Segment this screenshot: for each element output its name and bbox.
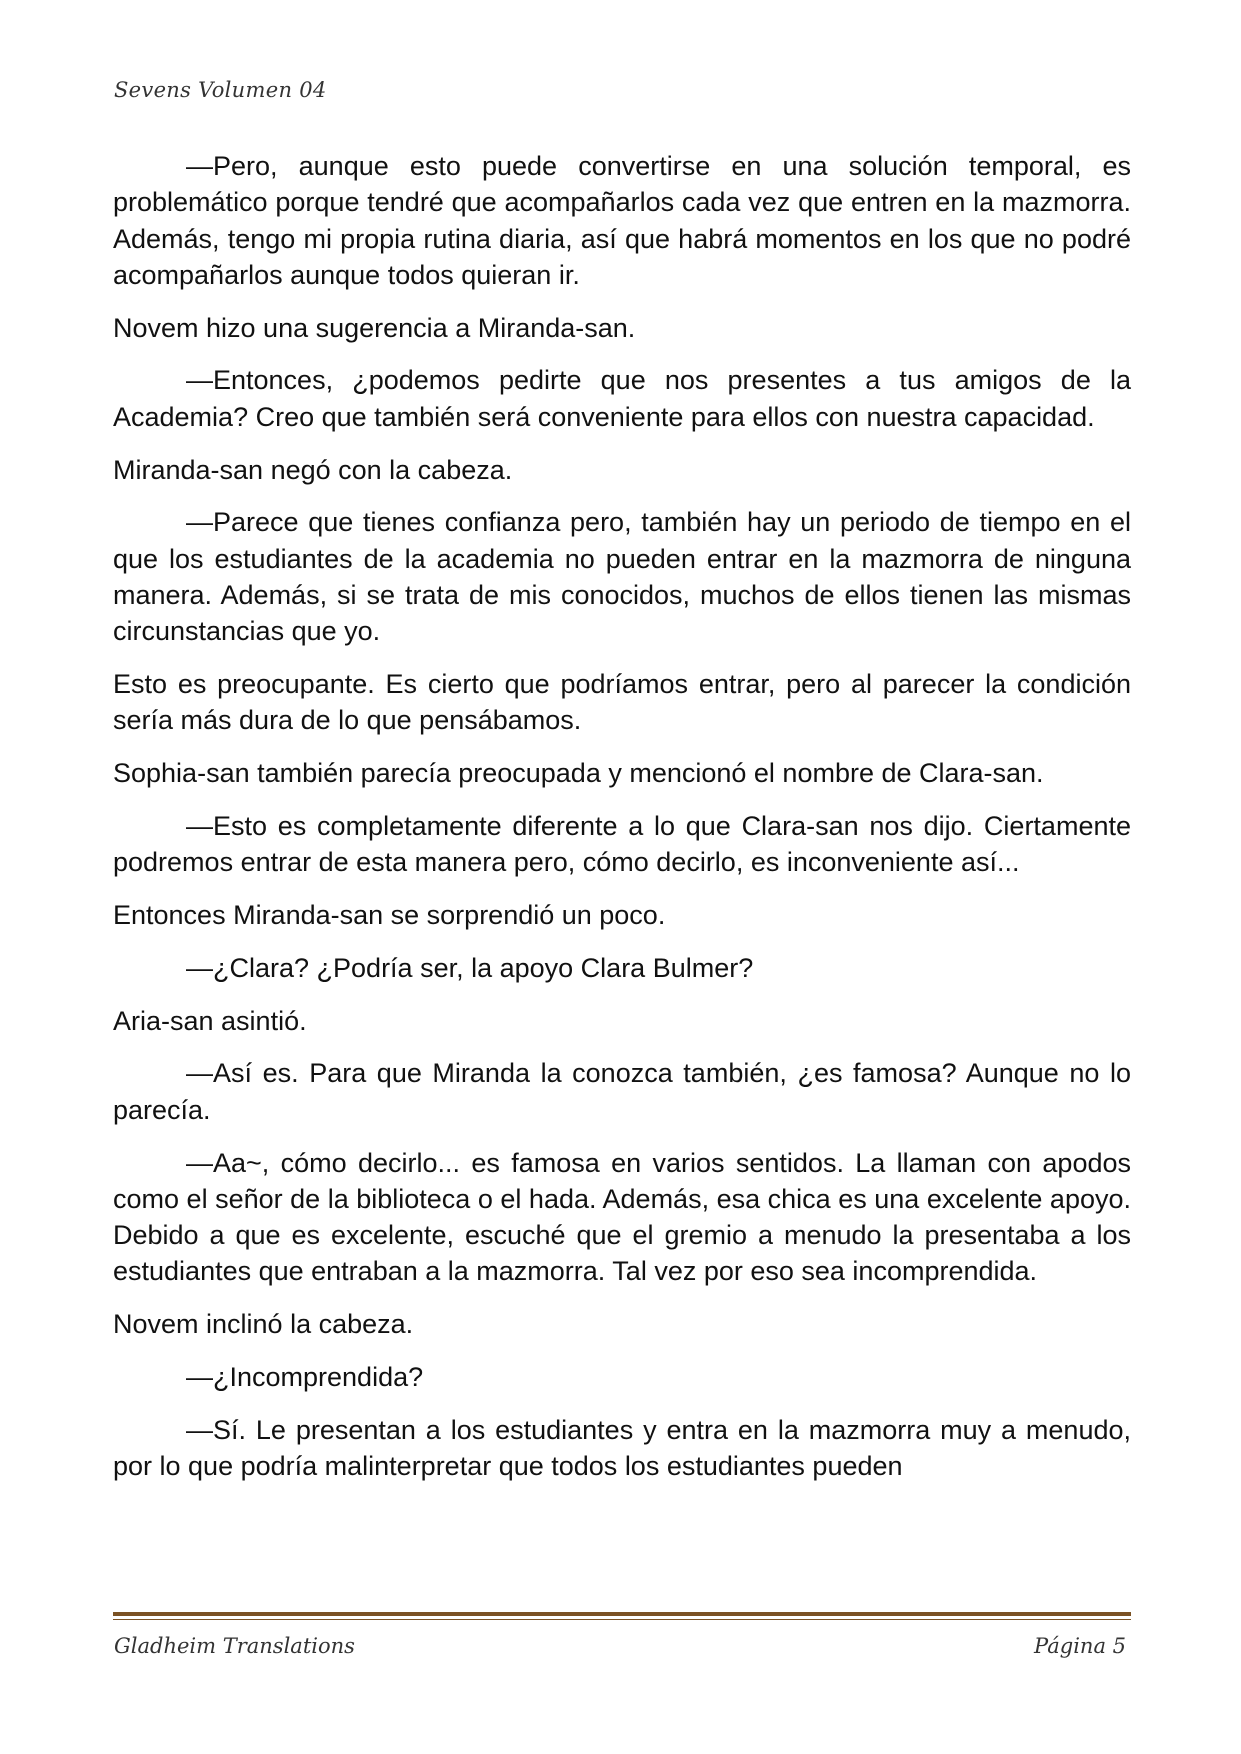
paragraph-dialog: —¿Clara? ¿Podría ser, la apoyo Clara Bulmer?	[186, 952, 754, 983]
paragraph-dialog: —Aa~, cómo decirlo... es famosa en varios sentidos. La llaman con apodos como el señor de la biblioteca o el hada. Además, esa chica es una excelente apoyo. Debido a que es excelente, escuché que el gremio a menudo la presentaba a los estudiantes que entraban a la mazmorra. Tal vez por eso sea incomprendida.	[113, 1147, 1131, 1287]
paragraph-dialog: —Sí. Le presentan a los estudiantes y entra en la mazmorra muy a menudo, por lo que podría malinterpretar que todos los estudiantes pueden	[113, 1414, 1131, 1482]
page-number: Página 5	[1034, 1634, 1126, 1658]
footer-divider-thin	[113, 1619, 1131, 1620]
paragraph-dialog: —Pero, aunque esto puede convertirse en una solución temporal, es problemático porque tendré que acompañarlos cada vez que entren en la mazmorra. Además, tengo mi propia rutina diaria, así que habrá momentos en los que no podré acompañarlos aunque todos quieran ir.	[113, 151, 1131, 290]
paragraph-dialog: —¿Incomprendida?	[186, 1362, 424, 1393]
paragraph-dialog: —Entonces, ¿podemos pedirte que nos presentes a tus amigos de la Academia? Creo que también será conveniente para ellos con nuestra capacidad.	[113, 365, 1131, 432]
footer-divider	[113, 1612, 1131, 1616]
running-header: Sevens Volumen 04	[114, 78, 327, 102]
paragraph-narration: Sophia-san también parecía preocupada y mencionó el nombre de Clara-san.	[113, 758, 1044, 789]
paragraph-dialog: —Parece que tienes confianza pero, también hay un periodo de tiempo en el que los estudiantes de la academia no pueden entrar en la mazmorra de ninguna manera. Además, si se trata de mis conocidos, muchos de ellos tienen las mismas circunstancias que yo.	[113, 507, 1131, 647]
paragraph-narration: Entonces Miranda-san se sorprendió un poco.	[113, 900, 666, 931]
footer-credit: Gladheim Translations	[114, 1634, 355, 1658]
paragraph-dialog: —Así es. Para que Miranda la conozca también, ¿es famosa? Aunque no lo parecía.	[113, 1058, 1131, 1125]
page-body	[113, 148, 1131, 1501]
paragraph-narration: Aria-san asintió.	[113, 1005, 307, 1036]
paragraph-narration: Miranda-san negó con la cabeza.	[113, 454, 513, 485]
paragraph-narration: Esto es preocupante. Es cierto que podríamos entrar, pero al parecer la condición sería más dura de lo que pensábamos.	[113, 669, 1131, 736]
paragraph-narration: Novem inclinó la cabeza.	[113, 1309, 414, 1340]
paragraph-dialog: —Esto es completamente diferente a lo que Clara-san nos dijo. Ciertamente podremos entrar de esta manera pero, cómo decirlo, es inconveniente así...	[113, 810, 1131, 878]
paragraph-narration: Novem hizo una sugerencia a Miranda-san.	[113, 312, 636, 343]
